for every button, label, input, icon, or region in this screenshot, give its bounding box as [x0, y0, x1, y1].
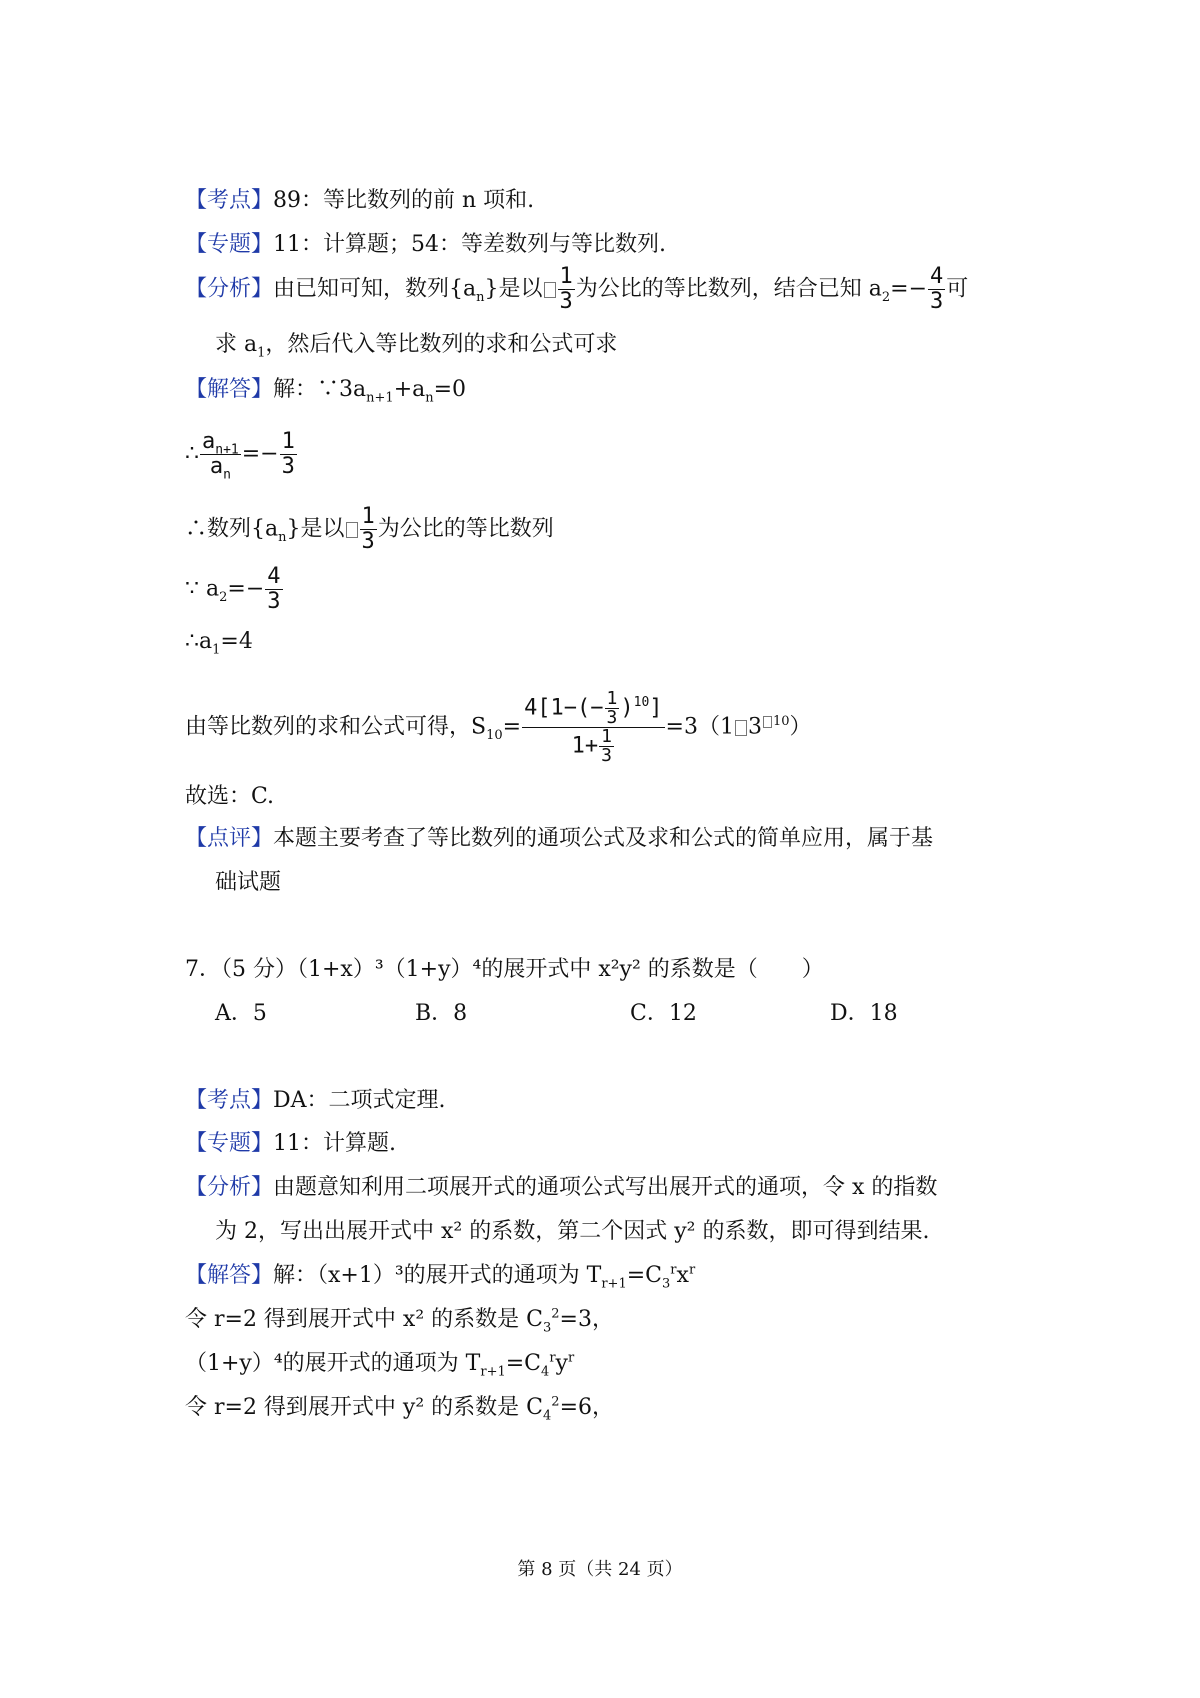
- q7-fenxi-line-1: [185, 1171, 937, 1205]
- step-ratio-conclusion: ∴数列$\{a_n\}$是以 $\frac{1}{3}$ 为公比的等比数列: [185, 504, 554, 554]
- fraction-one-third: $\frac{1}{3}$: [606, 688, 618, 728]
- step-text: （1+y）⁴的展开式的通项为 T: [185, 1351, 481, 1376]
- fenxi-text: 为公比的等比数列，结合已知 a: [575, 276, 882, 302]
- equals: =: [502, 714, 522, 740]
- denominator: a: [209, 454, 224, 479]
- fenxi-tag: 【分析】: [185, 1175, 274, 1200]
- fenxi-text: 为 2，写出出展开式中 x² 的系数，第二个因式 y² 的系数，即可得到结果.: [215, 1219, 930, 1244]
- fenxi-line-2: 求 $a_1$，然后代入等比数列的求和公式可求: [215, 332, 618, 361]
- q7-jieda-line: 【解答】解：（x+1）³的展开式的通项为 $T_{r+1}=C_3^rx^r$: [185, 1262, 696, 1292]
- kaodian-line: [185, 184, 534, 218]
- fenxi-line-1: 【分析】由已知可知，数列$\{a_n\}$是以 $\frac{1}{3}$ 为公比的等比数列，结合已知 $a_2=-$ $\frac{4}{3}$ 可: [185, 264, 969, 314]
- answer-line: [185, 780, 274, 814]
- equals-minus: =−: [227, 576, 265, 602]
- equals-minus: =−: [241, 441, 279, 467]
- dianping-text: 础试题: [215, 870, 282, 895]
- dianping-tag: 【点评】: [185, 826, 274, 851]
- zhuanti-tag: 【专题】: [185, 1131, 274, 1156]
- q7-kaodian-line: [185, 1084, 446, 1118]
- fraction-one-third: $\frac{1}{3}$: [361, 504, 375, 554]
- zhuanti-line: [185, 228, 666, 262]
- fenxi-text: 求 a: [215, 332, 258, 357]
- q7-zhuanti-line: [185, 1127, 396, 1161]
- q7-fenxi-line-2: [215, 1215, 929, 1249]
- jieda-text: =0: [433, 377, 467, 402]
- step-text: 由等比数列的求和公式可得，S: [185, 714, 487, 740]
- zhuanti-tag: 【专题】: [185, 232, 274, 257]
- jieda-tag: 【解答】: [185, 1263, 274, 1288]
- fraction-one-third: $\frac{1}{3}$: [281, 429, 295, 479]
- zhuanti-text: 11：计算题.: [273, 1131, 397, 1156]
- question-text: 7．（5 分）（1+x）³（1+y）⁴的展开式中 x²y² 的系数是（ ）: [185, 957, 824, 982]
- q7-step-3: 令 r=2 得到展开式中 y² 的系数是 $C_4^2=6$，: [185, 1394, 614, 1424]
- fraction-one-third: $\frac{1}{3}$: [559, 264, 573, 314]
- fenxi-text: }是以: [484, 276, 543, 302]
- option-d: D．18: [830, 1001, 898, 1026]
- sum-denominator: 1+: [571, 733, 599, 759]
- fenxi-text: =−: [890, 276, 928, 302]
- step-text: 令 r=2 得到展开式中 y² 的系数是 C: [185, 1395, 543, 1420]
- step-text: =4: [220, 629, 253, 654]
- missing-glyph-box: [544, 282, 556, 298]
- option-a: A．5: [215, 1001, 267, 1026]
- kaodian-tag: 【考点】: [185, 188, 274, 213]
- fraction-ratio: $\frac{a_{n+1}}{a_n}$: [202, 429, 239, 483]
- sum-numerator: 4[1−(−: [524, 695, 604, 721]
- answer-text: 故选：C.: [185, 784, 275, 809]
- question-7: [185, 953, 824, 987]
- result-text: ）: [789, 714, 812, 740]
- kaodian-text: DA：二项式定理.: [273, 1088, 446, 1113]
- fenxi-text: 由已知可知，数列{a: [273, 276, 477, 302]
- step-a2: ∵ $a_2=-$ $\frac{4}{3}$: [185, 564, 281, 614]
- result-text: 3: [747, 714, 762, 740]
- fraction-four-thirds: $\frac{4}{3}$: [930, 264, 944, 314]
- step-a1: $\therefore a_1=4$: [185, 629, 253, 658]
- step-ratio: [185, 429, 298, 483]
- missing-glyph-box: [346, 522, 358, 538]
- step-text: ∴a: [185, 629, 213, 654]
- step-text: 为公比的等比数列: [377, 516, 554, 542]
- step-text: }是以: [286, 516, 345, 542]
- option-c: C．12: [630, 1001, 697, 1026]
- bracket: ]: [649, 695, 663, 721]
- jieda-tag: 【解答】: [185, 377, 274, 402]
- step-text: =3，: [559, 1307, 614, 1332]
- q7-step-2: （1+y）⁴的展开式的通项为 $T_{r+1}=C_4^ry^r$: [185, 1350, 575, 1380]
- jieda-text: 解：∵3a: [273, 377, 367, 402]
- because-text: ∵ a: [185, 576, 220, 602]
- fenxi-tag: 【分析】: [185, 276, 274, 302]
- jieda-text: 解：（x+1）³的展开式的通项为 T: [273, 1263, 602, 1288]
- kaodian-tag: 【考点】: [185, 1088, 274, 1113]
- kaodian-text: 89：等比数列的前 n 项和.: [273, 188, 535, 213]
- therefore-symbol: ∴: [185, 441, 199, 467]
- missing-glyph-box: [763, 716, 772, 728]
- fraction-four-thirds: $\frac{4}{3}$: [267, 564, 281, 614]
- sum-fraction: 4[1−(− $\frac{1}{3}$ )$^{10}$] 1+ $\frac{1}{3}$: [524, 688, 663, 766]
- jieda-text: +a: [393, 377, 426, 402]
- jieda-line: 【解答】解：$\because 3a_{n+1}+a_n=0$: [185, 377, 467, 406]
- missing-glyph-box: [735, 720, 747, 736]
- result-text: =3（1: [665, 714, 734, 740]
- fraction-one-third: $\frac{1}{3}$: [601, 726, 612, 766]
- page-footer: 第 8 页（共 24 页）: [517, 1559, 683, 1580]
- fenxi-text: 由题意知利用二项展开式的通项公式写出展开式的通项，令 x 的指数: [273, 1175, 938, 1200]
- q7-step-1: 令 r=2 得到展开式中 x² 的系数是 $C_3^2=3$，: [185, 1306, 614, 1336]
- step-text: 令 r=2 得到展开式中 x² 的系数是 C: [185, 1307, 543, 1332]
- zhuanti-text: 11：计算题；54：等差数列与等比数列.: [273, 232, 666, 257]
- fenxi-text: 可: [946, 276, 969, 302]
- dianping-line-2: [215, 866, 281, 900]
- dianping-line-1: [185, 822, 933, 856]
- step-text: ∴数列{a: [185, 516, 279, 542]
- dianping-text: 本题主要考查了等比数列的通项公式及求和公式的简单应用，属于基: [273, 826, 934, 851]
- fenxi-text: ，然后代入等比数列的求和公式可求: [265, 332, 618, 357]
- numerator: a: [202, 429, 216, 454]
- step-text: =6，: [559, 1395, 614, 1420]
- option-b: B．8: [415, 1001, 468, 1026]
- step-sum: 由等比数列的求和公式可得，$S_{10}=$ 4[1−(− $\frac{1}{3}$ )$^{10}$] 1+ $\frac{1}{3}$ =3（1 3 $^{10}$）: [185, 688, 812, 766]
- paren: ): [620, 695, 634, 721]
